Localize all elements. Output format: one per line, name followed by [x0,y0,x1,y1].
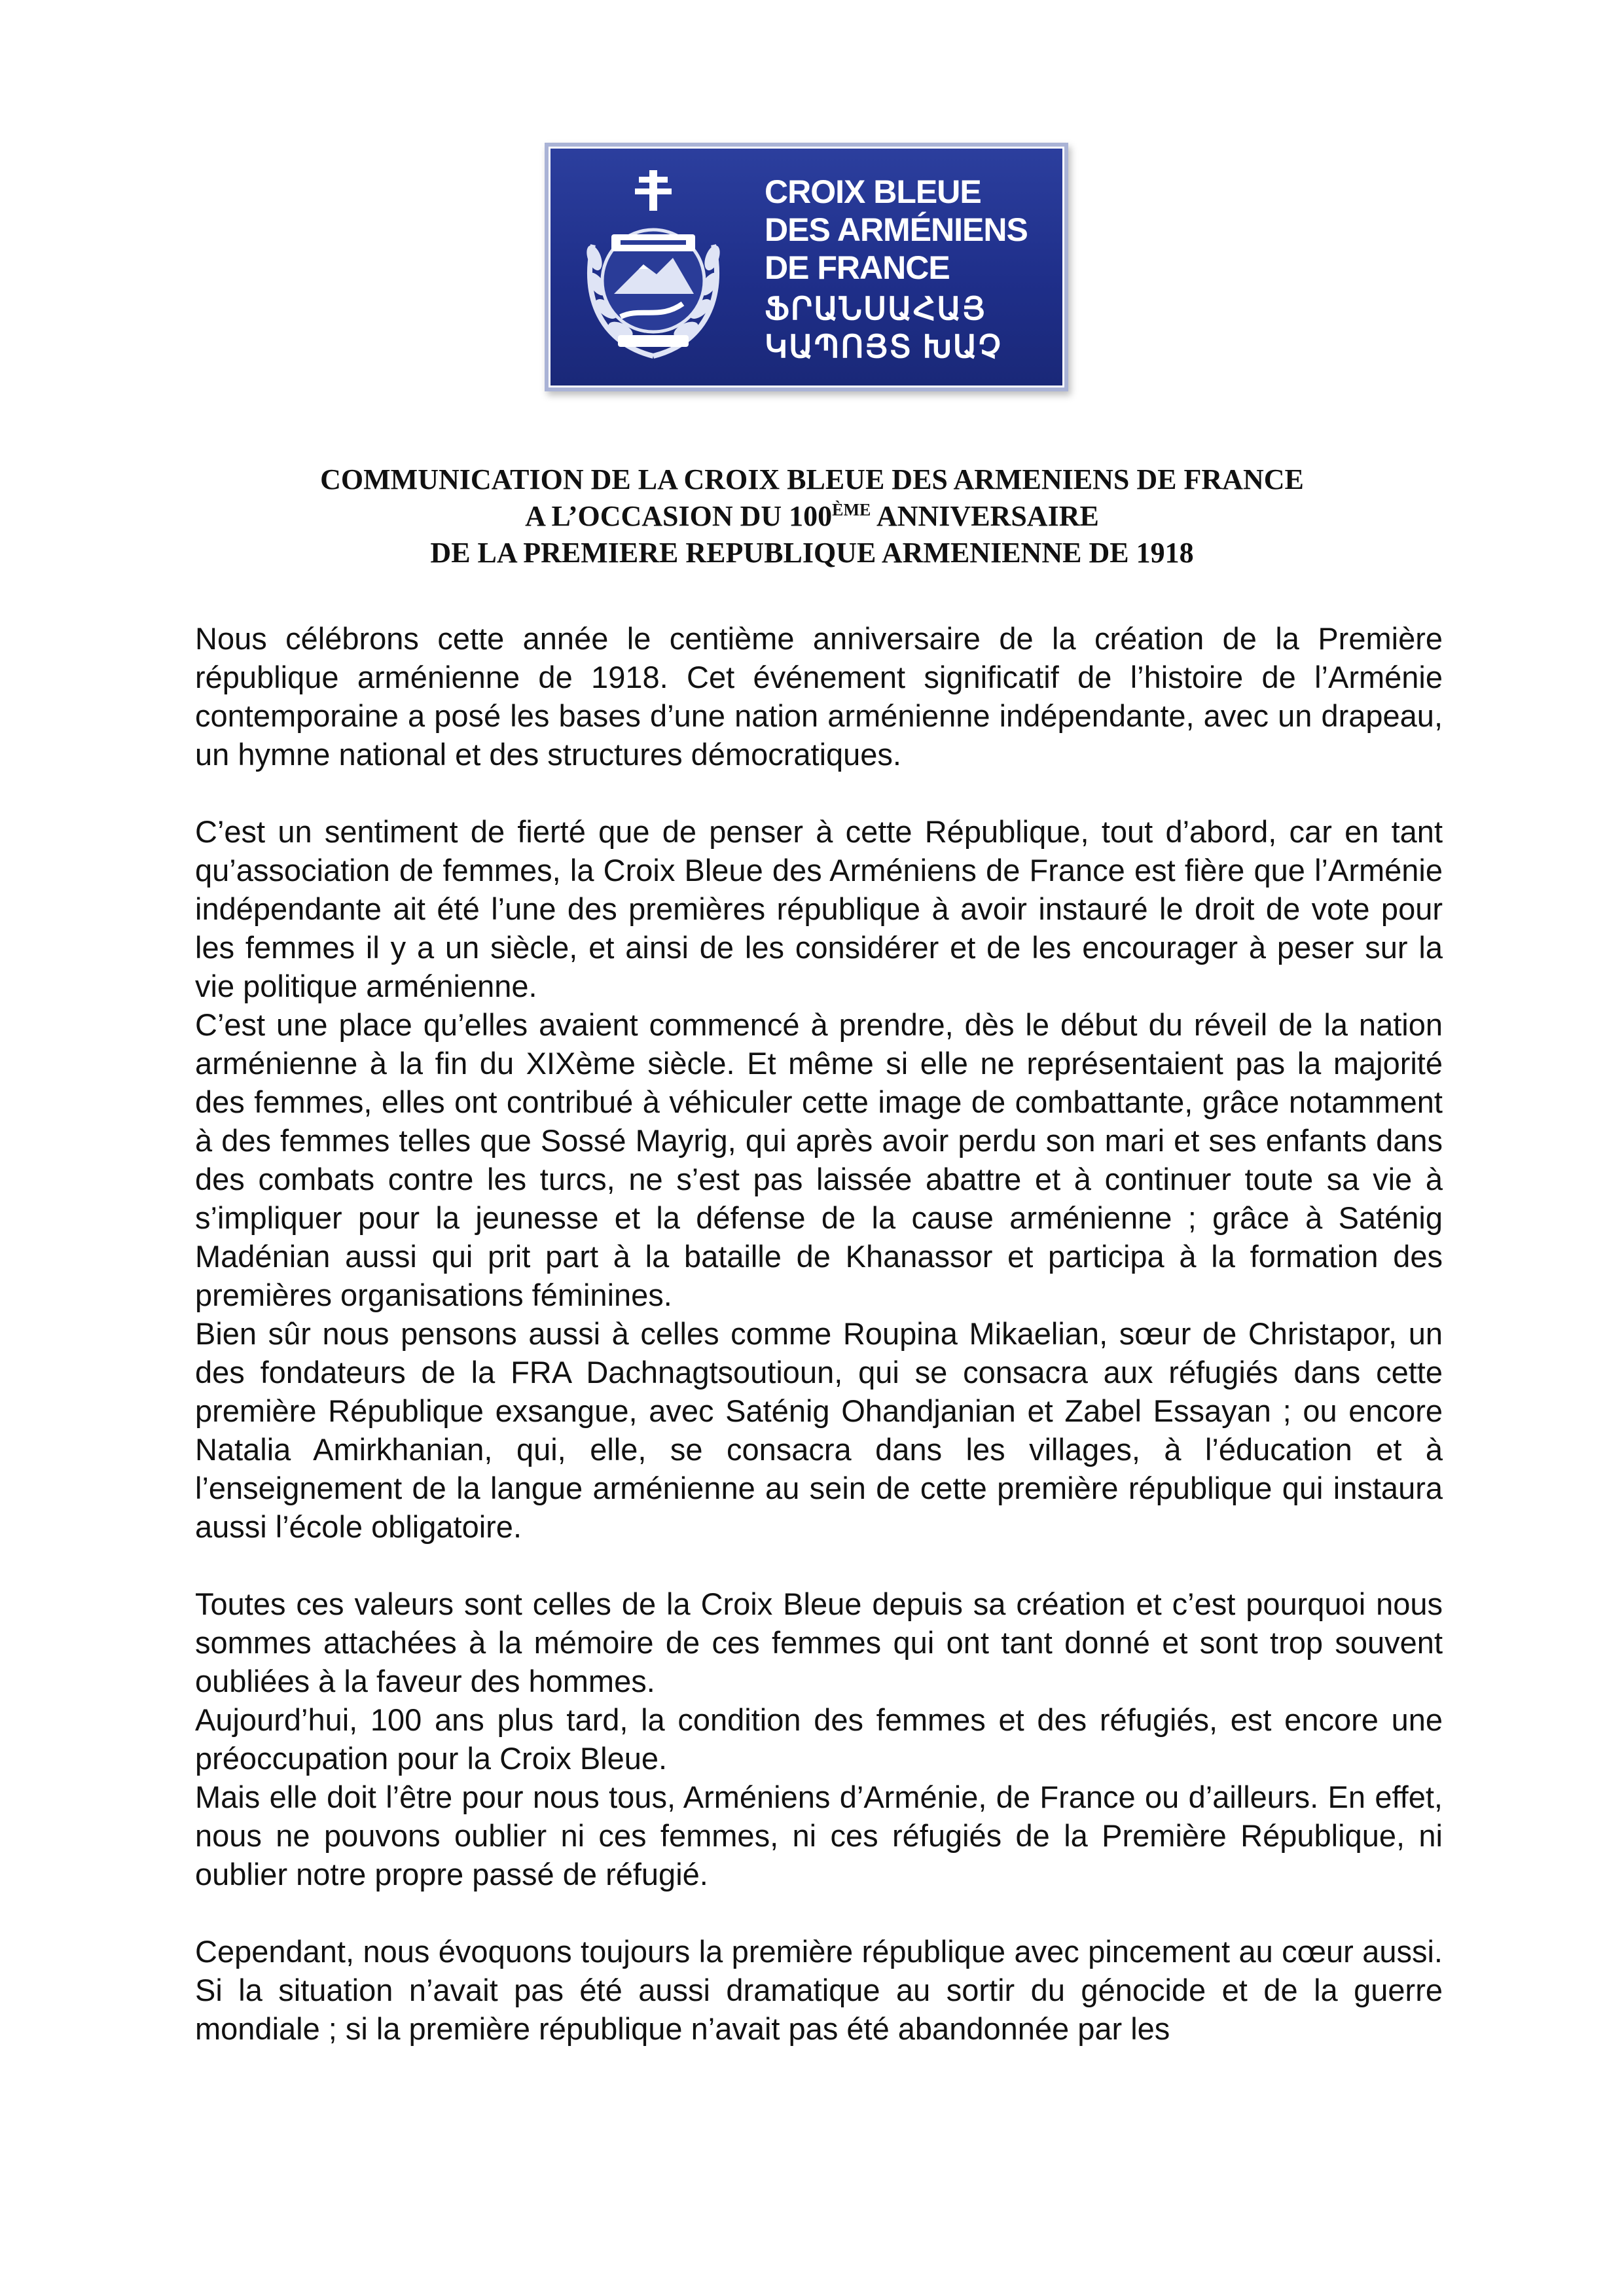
logo-armenian-line-2: ԿԱՊՈՅՏ ԽԱՉ [765,330,1002,365]
logo-line-2: DES ARMÉNIENS [765,211,1028,248]
logo-armenian-text [765,291,1053,367]
title-line-3: DE LA PREMIERE REPUBLIQUE ARMENIENNE DE 1918 [430,537,1194,569]
croix-bleue-logo [545,143,1068,391]
title-line-2-before: A L’OCCASION DU 100 [525,500,833,532]
paragraph-8: Cependant, nous évoquons toujours la première république avec pincement au cœur aussi. Si la situation n’avait pas été aussi dramatique au sortir du génocide et de la guerre mondiale ; si la première république n’avait pas été abandonnée par les [195,1934,1443,2046]
logo-line-1: CROIX BLEUE [765,173,981,210]
paragraph-5: Toutes ces valeurs sont celles de la Croix Bleue depuis sa création et c’est pourquoi nous sommes attachées à la mémoire de ces femmes qui ont tant donné et sont trop souvent oubliées à la faveur des hommes. [195,1587,1443,1698]
paragraph-4: Bien sûr nous pensons aussi à celles comme Roupina Mikaelian, sœur de Christapor, un des fondateurs de la FRA Dachnagtsoutioun, qui se consacra aux réfugiés dans cette première République exsangue, avec Saténig Ohandjanian et Zabel Essayan ; ou encore Natalia Amirkhanian, qui, elle, se consacra dans les villages, à l’éducation et à l’enseignement de la langue arménienne au sein de cette première république qui instaura aussi l’école obligatoire. [195,1316,1443,1544]
paragraph-3: C’est une place qu’elles avaient commencé à prendre, dès le début du réveil de la nation arménienne à la fin du XIXème siècle. Et même si elle ne représentaient pas la majorité des femmes, elles ont contribué à véhiculer cette image de combattante, grâce notamment à des femmes telles que Sossé Mayrig, qui après avoir perdu son mari et ses enfants dans des combats contre les turcs, ne s’est pas laissée abattre et à continuer toute sa vie à s’impliquer pour la jeunesse et la défense de la cause arménienne ; grâce à Saténig Madénian aussi qui prit part à la bataille de Khanassor et participa à la formation des premières organisations féminines. [195,1007,1443,1312]
title-line-2-after: ANNIVERSAIRE [871,500,1099,532]
logo-armenian-line-1: ՖՐԱՆՍԱՀԱՅ [765,292,986,327]
title-line-2 [196,498,1428,535]
document-title [196,461,1428,571]
paragraph-1: Nous célébrons cette année le centième anniversaire de la création de la Première république arménienne de 1918. Cet événement significatif de l’histoire de l’Arménie contemporaine a posé les bases d’une nation arménienne indépendante, avec un drapeau, un hymne national et des structures démocratiques. [195,621,1443,772]
paragraph-2: C’est un sentiment de fierté que de penser à cette République, tout d’abord, car en tant qu’association de femmes, la Croix Bleue des Arméniens de France est fière que l’Arménie indépendante ait été l’une des premières république à avoir instauré le droit de vote pour les femmes il y a un siècle, et ainsi de les considérer et de les encourager à peser sur la vie politique arménienne. [195,814,1443,1003]
logo-wordmark [765,173,1053,367]
paragraph-6: Aujourd’hui, 100 ans plus tard, la condition des femmes et des réfugiés, est encore une préoccupation pour la Croix Bleue. [195,1702,1443,1776]
title-line-2-superscript: ÈME [832,500,871,520]
croix-bleue-emblem-icon [575,166,732,369]
document-body [195,619,1443,2048]
paragraph-7: Mais elle doit l’être pour nous tous, Arméniens d’Arménie, de France ou d’ailleurs. En effet, nous ne pouvons oublier ni ces femmes, ni ces réfugiés de la Première République, ni oublier notre propre passé de réfugié. [195,1780,1443,1892]
title-line-1: COMMUNICATION DE LA CROIX BLEUE DES ARMENIENS DE FRANCE [320,463,1304,495]
logo-line-3: DE FRANCE [765,249,950,286]
